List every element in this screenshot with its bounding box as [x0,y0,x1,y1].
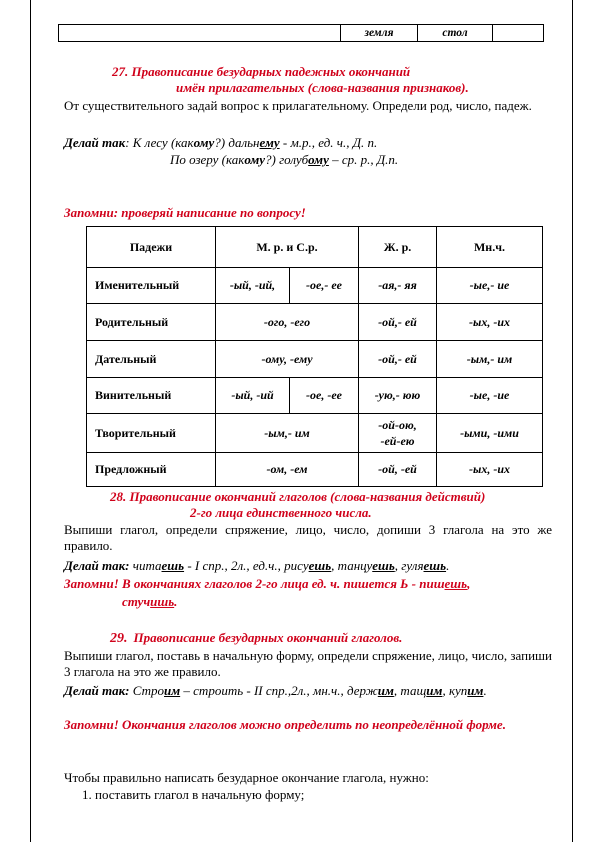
s27-instruction: От существительного задай вопрос к прилагательному. Определи род, число, падеж. [64,98,532,113]
s27-heading-line1: 27. Правописание безударных падежных окончаний [112,64,411,79]
s29-intro: Чтобы правильно написать безударное окончание глагола, нужно: [64,770,429,785]
table-row: Предложный -ом, -ем -ой, -ей -ых, -их [87,453,543,487]
s29-number: 29. [110,631,128,646]
table-row: Дательный -ому, -ему -ой,- ей -ым,- им [87,341,543,378]
s28-instruction: Выпиши глагол, определи спряжение, лицо, число, допиши 3 глагола на это же правило. [64,522,552,553]
table-row: Винительный -ый, -ий -ое, -ее -ую,- юю -ые, -ие [87,378,543,414]
s29-instruction: Выпиши глагол, поставь в начальную форму, определи спряжение, лицо, число, запиши 3 глагола на это же правило. [64,648,552,679]
th-masc-neut: М. р. и С.р. [216,227,359,268]
s29-heading: 29. Правописание безударных окончаний глаголов. [110,630,403,646]
s29-list-item-1: 1. поставить глагол в начальную форму; [82,787,305,802]
s29-remember: Запомни! Окончания глаголов можно определить по неопределённой форме. [64,717,506,732]
top-cell-zemlya: земля [341,25,418,42]
table-row: Творительный -ым,- им -ой-ою, -ей-ею -ыми, -ими [87,414,543,453]
s28-heading-line1: 28. Правописание окончаний глаголов (слова-названия действий) [110,489,486,504]
th-plural: Мн.ч. [437,227,543,268]
top-cell-stol: стол [418,25,493,42]
s28-example: Делай так: читаешь - I спр., 2л., ед.ч., рисуешь, танцуешь, гуляешь. [64,558,450,573]
case-endings-table [86,226,543,487]
th-cases: Падежи [87,227,216,268]
s29-example: Делай так: Строим – строить - II спр.,2л., мн.ч., держим, тащим, купим. [64,683,487,698]
th-fem: Ж. р. [359,227,437,268]
table-row: Именительный -ый, -ий, -ое,- ее -ая,- яя -ые,- ие [87,268,543,304]
s27-example-line1: Делай так: К лесу (какому?) дальнему - м.р., ед. ч., Д. п. [64,135,378,150]
s27-remember: Запомни: проверяй написание по вопросу! [64,205,306,220]
s28-remember-cont: стучишь. [122,594,178,609]
top-table [58,24,544,42]
s27-example-label: Делай так [64,135,126,150]
table-row: Родительный -ого, -его -ой,- ей -ых, -их [87,304,543,341]
s27-heading-line2: имён прилагательных (слова-названия признаков). [176,80,469,95]
s28-heading-line2: 2-го лица единственного числа. [190,505,372,520]
s27-example-line2: По озеру (какому?) голубому – ср. р., Д.п. [170,152,399,167]
s28-remember: Запомни! В окончаниях глаголов 2-го лица ед. ч. пишется Ь - пишешь, [64,576,471,591]
